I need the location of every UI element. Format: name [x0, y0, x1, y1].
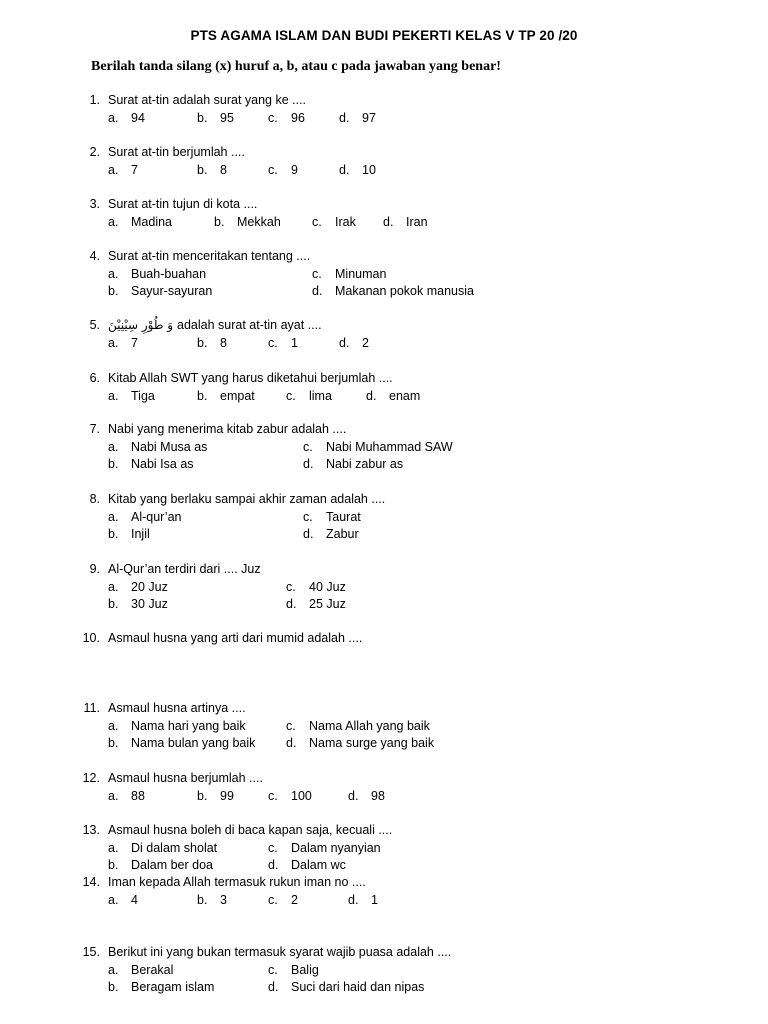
option-text: Dalam ber doa: [131, 858, 213, 872]
answer-option[interactable]: [268, 335, 298, 353]
option-row: [0, 596, 768, 614]
answer-option[interactable]: [197, 788, 234, 806]
question-text: adalah surat at-tin ayat ....: [177, 318, 322, 332]
option-text: Zabur: [326, 527, 359, 541]
option-text: Mekkah: [237, 214, 281, 229]
option-text: 2: [362, 335, 369, 350]
option-text: Balig: [291, 962, 319, 977]
question-number: 12.: [82, 771, 100, 785]
answer-option[interactable]: [108, 857, 213, 875]
question-4: [0, 248, 768, 301]
answer-option[interactable]: [108, 840, 217, 858]
question-6: [0, 370, 768, 405]
page-title: PTS AGAMA ISLAM DAN BUDI PEKERTI KELAS V TP 20 /20: [190, 28, 578, 43]
answer-option[interactable]: [197, 162, 227, 180]
answer-option[interactable]: [312, 283, 474, 301]
option-letter: b.: [197, 162, 208, 177]
answer-option[interactable]: [286, 596, 346, 614]
question-text: Asmaul husna artinya ....: [108, 701, 246, 715]
option-letter: d.: [348, 892, 359, 907]
option-text: 9: [291, 162, 298, 177]
question-number: 9.: [89, 562, 100, 576]
answer-option[interactable]: [197, 110, 234, 128]
option-row: [0, 526, 768, 544]
option-text: Nabi Musa as: [131, 439, 208, 454]
option-text: 95: [220, 110, 234, 125]
option-row: [0, 388, 768, 406]
question-3: [0, 196, 768, 231]
option-text: Sayur-sayuran: [131, 284, 213, 298]
option-row: [0, 456, 768, 474]
option-text: Beragam islam: [131, 980, 215, 994]
answer-option[interactable]: [268, 892, 298, 910]
option-row: [0, 579, 768, 597]
option-text: Nama Allah yang baik: [309, 718, 430, 733]
question-text: Surat at-tin menceritakan tentang ....: [108, 249, 311, 263]
option-text: 10: [362, 162, 376, 177]
answer-option[interactable]: [268, 857, 346, 875]
option-text: Suci dari haid dan nipas: [291, 980, 425, 994]
answer-option[interactable]: [339, 110, 376, 128]
question-12: [0, 770, 768, 805]
option-letter: d.: [339, 162, 350, 177]
option-letter: a.: [108, 110, 119, 125]
answer-option[interactable]: [108, 509, 182, 527]
question-number: 8.: [89, 492, 100, 506]
option-text: 8: [220, 162, 227, 177]
answer-option[interactable]: [339, 335, 369, 353]
question-7: [0, 421, 768, 474]
option-row: [0, 283, 768, 301]
option-letter: d.: [303, 527, 314, 541]
option-letter: d.: [286, 597, 297, 611]
option-text: Di dalam sholat: [131, 840, 218, 855]
question-number: 3.: [89, 197, 100, 211]
option-text: 94: [131, 110, 145, 125]
option-letter: a.: [108, 266, 119, 281]
option-text: lima: [309, 388, 332, 403]
question-number: 5.: [89, 318, 100, 332]
option-letter: c.: [268, 840, 278, 855]
answer-option[interactable]: [303, 526, 359, 544]
answer-option[interactable]: [108, 596, 168, 614]
answer-option[interactable]: [108, 962, 173, 980]
option-letter: d.: [383, 214, 394, 229]
answer-option[interactable]: [303, 456, 403, 474]
option-letter: b.: [108, 527, 119, 541]
option-row: [0, 840, 768, 858]
answer-option[interactable]: [214, 214, 281, 232]
answer-option[interactable]: [108, 579, 168, 597]
option-letter: b.: [214, 214, 225, 229]
option-letter: c.: [268, 962, 278, 977]
answer-option[interactable]: [197, 388, 255, 406]
answer-option[interactable]: [108, 335, 138, 353]
answer-option[interactable]: [312, 266, 386, 284]
answer-option[interactable]: [108, 456, 194, 474]
option-row: [0, 962, 768, 980]
option-row: [0, 214, 768, 232]
answer-option[interactable]: [108, 439, 207, 457]
option-letter: d.: [366, 388, 377, 403]
option-letter: a.: [108, 388, 119, 403]
option-letter: a.: [108, 962, 119, 977]
question-text: Kitab yang berlaku sampai akhir zaman adalah ....: [108, 492, 386, 506]
option-text: Nama hari yang baik: [131, 718, 246, 733]
option-letter: b.: [108, 858, 119, 872]
answer-option[interactable]: [108, 214, 172, 232]
question-number: 4.: [89, 249, 100, 263]
option-letter: b.: [197, 110, 208, 125]
option-text: 96: [291, 110, 305, 125]
answer-option[interactable]: [108, 718, 246, 736]
instruction-text: Berilah tanda silang (x) huruf a, b, atau c pada jawaban yang benar!: [91, 59, 501, 74]
option-row: [0, 892, 768, 910]
option-letter: c.: [312, 266, 322, 281]
question-number: 6.: [89, 371, 100, 385]
option-text: 3: [220, 892, 227, 907]
answer-option[interactable]: [286, 735, 434, 753]
question-text: Al-Qur’an terdiri dari .... Juz: [108, 562, 261, 576]
question-text: Asmaul husna berjumlah ....: [108, 771, 263, 785]
option-letter: d.: [348, 788, 359, 803]
answer-option[interactable]: [312, 214, 356, 232]
option-text: Berakal: [131, 962, 174, 977]
answer-option[interactable]: [339, 162, 376, 180]
option-text: 25 Juz: [309, 597, 346, 611]
answer-option[interactable]: [286, 579, 346, 597]
question-number: 14.: [82, 875, 100, 889]
option-row: [0, 857, 768, 875]
answer-option[interactable]: [108, 526, 150, 544]
option-letter: c.: [303, 439, 313, 454]
option-letter: c.: [286, 579, 296, 594]
option-letter: b.: [108, 284, 119, 298]
option-letter: a.: [108, 335, 119, 350]
question-number: 1.: [89, 93, 100, 107]
question-10: [0, 630, 768, 648]
option-text: Madina: [131, 214, 172, 229]
option-letter: d.: [268, 980, 279, 994]
question-text: Kitab Allah SWT yang harus diketahui berjumlah ....: [108, 371, 393, 385]
option-text: 20 Juz: [131, 579, 168, 594]
option-row: [0, 162, 768, 180]
option-letter: c.: [303, 509, 313, 524]
option-letter: c.: [268, 335, 278, 350]
option-row: [0, 979, 768, 997]
option-text: 1: [291, 335, 298, 350]
option-letter: b.: [197, 892, 208, 907]
option-letter: b.: [108, 597, 119, 611]
option-letter: a.: [108, 509, 119, 524]
option-text: Dalam nyanyian: [291, 840, 381, 855]
answer-option[interactable]: [303, 439, 453, 457]
option-letter: d.: [303, 457, 314, 471]
option-letter: b.: [108, 736, 119, 750]
option-letter: a.: [108, 718, 119, 733]
option-letter: a.: [108, 214, 119, 229]
option-row: [0, 110, 768, 128]
answer-option[interactable]: [108, 110, 145, 128]
question-9: [0, 561, 768, 614]
answer-option[interactable]: [268, 840, 381, 858]
answer-option[interactable]: [268, 979, 424, 997]
option-text: Al-qur’an: [131, 509, 182, 524]
option-text: Irak: [335, 214, 356, 229]
option-letter: b.: [197, 788, 208, 803]
option-letter: c.: [312, 214, 322, 229]
answer-option[interactable]: [348, 892, 378, 910]
answer-option[interactable]: [197, 335, 227, 353]
question-number: 15.: [82, 945, 100, 959]
option-letter: c.: [268, 110, 278, 125]
option-letter: a.: [108, 579, 119, 594]
question-text: Surat at-tin berjumlah ....: [108, 145, 245, 159]
option-text: Buah-buahan: [131, 266, 207, 281]
question-text: Asmaul husna boleh di baca kapan saja, kecuali ....: [108, 823, 393, 837]
option-letter: d.: [268, 858, 279, 872]
question-number: 2.: [89, 145, 100, 159]
answer-option[interactable]: [108, 788, 145, 806]
question-5: [0, 317, 768, 352]
question-text: Iman kepada Allah termasuk rukun iman no ....: [108, 875, 366, 889]
question-8: [0, 491, 768, 544]
question-number: 13.: [82, 823, 100, 837]
answer-option[interactable]: [348, 788, 385, 806]
question-number: 11.: [83, 701, 100, 715]
answer-option[interactable]: [268, 962, 319, 980]
answer-option[interactable]: [268, 788, 312, 806]
answer-option[interactable]: [286, 388, 332, 406]
question-11: [0, 700, 768, 753]
option-text: Makanan pokok manusia: [335, 284, 474, 298]
option-letter: b.: [108, 457, 119, 471]
option-text: Iran: [406, 214, 428, 229]
answer-option[interactable]: [108, 735, 255, 753]
question-number: 7.: [89, 422, 100, 436]
option-text: 88: [131, 788, 145, 803]
answer-option[interactable]: [108, 892, 138, 910]
answer-option[interactable]: [108, 283, 212, 301]
option-text: enam: [389, 388, 421, 403]
arabic-verse: وَ طُوْرِ سِيْنِيْنَ: [108, 318, 174, 332]
question-15: [0, 944, 768, 997]
option-text: 40 Juz: [309, 579, 346, 594]
option-text: 1: [371, 892, 378, 907]
option-text: 99: [220, 788, 234, 803]
answer-option[interactable]: [286, 718, 430, 736]
option-text: 97: [362, 110, 376, 125]
option-letter: b.: [197, 388, 208, 403]
option-letter: a.: [108, 840, 119, 855]
answer-option[interactable]: [268, 162, 298, 180]
option-letter: d.: [339, 335, 350, 350]
answer-option[interactable]: [366, 388, 420, 406]
option-letter: d.: [312, 284, 323, 298]
option-text: 100: [291, 788, 312, 803]
option-letter: c.: [286, 718, 296, 733]
question-number: 10.: [82, 631, 100, 645]
option-text: Taurat: [326, 509, 361, 524]
question-2: [0, 144, 768, 179]
option-text: Injil: [131, 527, 150, 541]
option-row: [0, 788, 768, 806]
option-row: [0, 266, 768, 284]
question-text: Nabi yang menerima kitab zabur adalah ....: [108, 422, 347, 436]
option-text: Nama bulan yang baik: [131, 736, 256, 750]
option-letter: b.: [108, 980, 119, 994]
option-letter: b.: [197, 335, 208, 350]
option-letter: a.: [108, 892, 119, 907]
option-text: Minuman: [335, 266, 387, 281]
answer-option[interactable]: [108, 266, 206, 284]
answer-option[interactable]: [268, 110, 305, 128]
answer-option[interactable]: [108, 388, 155, 406]
option-text: 8: [220, 335, 227, 350]
option-row: [0, 439, 768, 457]
option-text: empat: [220, 388, 255, 403]
question-13: [0, 822, 768, 875]
option-text: 2: [291, 892, 298, 907]
option-text: 7: [131, 162, 138, 177]
option-row: [0, 718, 768, 736]
answer-option[interactable]: [383, 214, 428, 232]
answer-option[interactable]: [303, 509, 361, 527]
answer-option[interactable]: [108, 162, 138, 180]
option-letter: c.: [286, 388, 296, 403]
option-letter: c.: [268, 788, 278, 803]
option-letter: a.: [108, 162, 119, 177]
option-letter: a.: [108, 439, 119, 454]
option-text: Dalam wc: [291, 858, 346, 872]
option-letter: a.: [108, 788, 119, 803]
question-text: Surat at-tin tujun di kota ....: [108, 197, 258, 211]
option-letter: c.: [268, 892, 278, 907]
option-text: Nama surge yang baik: [309, 736, 435, 750]
option-text: Nabi zabur as: [326, 457, 404, 471]
option-text: Nabi Muhammad SAW: [326, 439, 453, 454]
question-text: Asmaul husna yang arti dari mumid adalah ....: [108, 631, 363, 645]
answer-option[interactable]: [108, 979, 214, 997]
option-row: [0, 735, 768, 753]
option-row: [0, 509, 768, 527]
option-letter: d.: [286, 736, 297, 750]
option-letter: c.: [268, 162, 278, 177]
question-14: [0, 874, 768, 909]
option-letter: d.: [339, 110, 350, 125]
option-text: 4: [131, 892, 138, 907]
option-row: [0, 335, 768, 353]
question-text: Berikut ini yang bukan termasuk syarat wajib puasa adalah ....: [108, 945, 452, 959]
question-1: [0, 92, 768, 127]
answer-option[interactable]: [197, 892, 227, 910]
option-text: 30 Juz: [131, 597, 168, 611]
option-text: Nabi Isa as: [131, 457, 194, 471]
option-text: 7: [131, 335, 138, 350]
question-text: Surat at-tin adalah surat yang ke ....: [108, 93, 307, 107]
option-text: Tiga: [131, 388, 155, 403]
option-text: 98: [371, 788, 385, 803]
